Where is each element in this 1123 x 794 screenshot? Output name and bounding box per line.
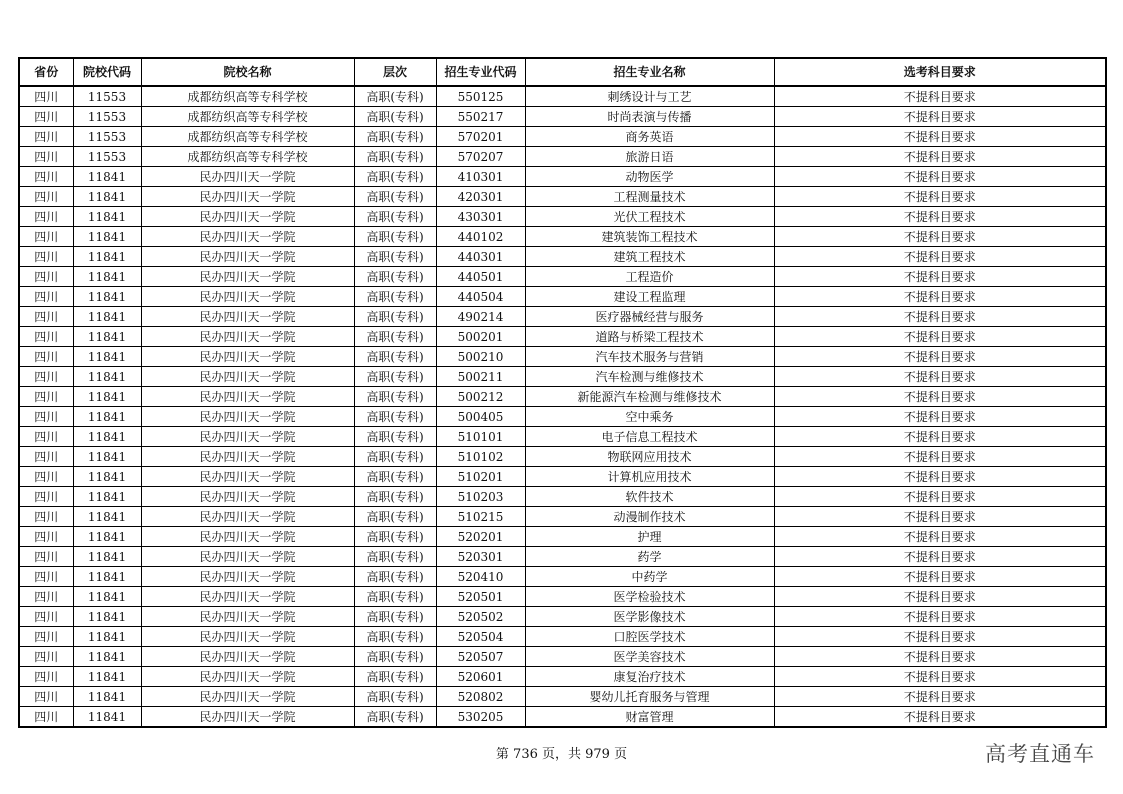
cell-major-code: 530205 (436, 707, 525, 728)
table-row (19, 467, 1106, 487)
cell-school-code: 11553 (73, 127, 141, 147)
cell-school-code: 11841 (73, 327, 141, 347)
cell-subject-requirement: 不提科目要求 (774, 707, 1106, 728)
cell-level: 高职(专科) (354, 347, 436, 367)
cell-major-name: 康复治疗技术 (525, 667, 774, 687)
cell-school-code: 11841 (73, 287, 141, 307)
cell-subject-requirement: 不提科目要求 (774, 567, 1106, 587)
cell-level: 高职(专科) (354, 627, 436, 647)
cell-subject-requirement: 不提科目要求 (774, 387, 1106, 407)
header-major-code: 招生专业代码 (436, 58, 525, 86)
table-row (19, 347, 1106, 367)
cell-province: 四川 (19, 647, 73, 667)
cell-major-name: 工程测量技术 (525, 187, 774, 207)
cell-school-name: 民办四川天一学院 (141, 247, 354, 267)
cell-school-code: 11841 (73, 267, 141, 287)
cell-school-name: 民办四川天一学院 (141, 587, 354, 607)
cell-major-name: 建筑工程技术 (525, 247, 774, 267)
admissions-table-container (18, 57, 1105, 728)
cell-school-name: 民办四川天一学院 (141, 547, 354, 567)
header-school-code: 院校代码 (73, 58, 141, 86)
cell-province: 四川 (19, 607, 73, 627)
header-major-name: 招生专业名称 (525, 58, 774, 86)
cell-level: 高职(专科) (354, 107, 436, 127)
cell-subject-requirement: 不提科目要求 (774, 267, 1106, 287)
cell-major-code: 440102 (436, 227, 525, 247)
admissions-table (18, 57, 1107, 728)
cell-major-name: 物联网应用技术 (525, 447, 774, 467)
cell-school-name: 成都纺织高等专科学校 (141, 147, 354, 167)
cell-subject-requirement: 不提科目要求 (774, 207, 1106, 227)
cell-major-code: 550217 (436, 107, 525, 127)
table-row (19, 427, 1106, 447)
cell-school-name: 民办四川天一学院 (141, 507, 354, 527)
cell-subject-requirement: 不提科目要求 (774, 487, 1106, 507)
cell-province: 四川 (19, 267, 73, 287)
cell-level: 高职(专科) (354, 247, 436, 267)
cell-province: 四川 (19, 667, 73, 687)
cell-school-code: 11841 (73, 667, 141, 687)
table-header (19, 58, 1106, 86)
cell-major-code: 570207 (436, 147, 525, 167)
cell-major-name: 商务英语 (525, 127, 774, 147)
cell-level: 高职(专科) (354, 467, 436, 487)
cell-subject-requirement: 不提科目要求 (774, 447, 1106, 467)
cell-level: 高职(专科) (354, 187, 436, 207)
cell-school-name: 民办四川天一学院 (141, 207, 354, 227)
cell-province: 四川 (19, 467, 73, 487)
table-row (19, 227, 1106, 247)
cell-subject-requirement: 不提科目要求 (774, 127, 1106, 147)
cell-school-name: 民办四川天一学院 (141, 287, 354, 307)
cell-major-name: 护理 (525, 527, 774, 547)
cell-subject-requirement: 不提科目要求 (774, 467, 1106, 487)
header-subject-requirement: 选考科目要求 (774, 58, 1106, 86)
cell-major-code: 510203 (436, 487, 525, 507)
cell-major-name: 口腔医学技术 (525, 627, 774, 647)
cell-major-code: 520601 (436, 667, 525, 687)
cell-school-name: 成都纺织高等专科学校 (141, 107, 354, 127)
cell-major-name: 道路与桥梁工程技术 (525, 327, 774, 347)
cell-province: 四川 (19, 487, 73, 507)
cell-school-name: 民办四川天一学院 (141, 227, 354, 247)
cell-level: 高职(专科) (354, 86, 436, 107)
cell-major-name: 空中乘务 (525, 407, 774, 427)
cell-major-code: 510215 (436, 507, 525, 527)
cell-school-name: 民办四川天一学院 (141, 347, 354, 367)
cell-subject-requirement: 不提科目要求 (774, 307, 1106, 327)
cell-level: 高职(专科) (354, 367, 436, 387)
cell-level: 高职(专科) (354, 587, 436, 607)
cell-province: 四川 (19, 307, 73, 327)
table-row (19, 207, 1106, 227)
cell-level: 高职(专科) (354, 387, 436, 407)
cell-province: 四川 (19, 427, 73, 447)
cell-subject-requirement: 不提科目要求 (774, 147, 1106, 167)
cell-subject-requirement: 不提科目要求 (774, 587, 1106, 607)
cell-province: 四川 (19, 547, 73, 567)
cell-school-code: 11841 (73, 307, 141, 327)
cell-major-name: 新能源汽车检测与维修技术 (525, 387, 774, 407)
cell-subject-requirement: 不提科目要求 (774, 647, 1106, 667)
cell-level: 高职(专科) (354, 127, 436, 147)
cell-school-name: 民办四川天一学院 (141, 627, 354, 647)
cell-school-code: 11841 (73, 547, 141, 567)
cell-school-code: 11841 (73, 407, 141, 427)
cell-subject-requirement: 不提科目要求 (774, 407, 1106, 427)
cell-subject-requirement: 不提科目要求 (774, 327, 1106, 347)
cell-major-code: 440501 (436, 267, 525, 287)
cell-level: 高职(专科) (354, 607, 436, 627)
cell-major-name: 旅游日语 (525, 147, 774, 167)
cell-level: 高职(专科) (354, 227, 436, 247)
cell-school-code: 11553 (73, 86, 141, 107)
cell-school-code: 11841 (73, 587, 141, 607)
table-row (19, 587, 1106, 607)
cell-school-name: 民办四川天一学院 (141, 647, 354, 667)
table-row (19, 667, 1106, 687)
cell-school-code: 11841 (73, 447, 141, 467)
cell-province: 四川 (19, 127, 73, 147)
cell-school-name: 成都纺织高等专科学校 (141, 127, 354, 147)
cell-level: 高职(专科) (354, 447, 436, 467)
cell-subject-requirement: 不提科目要求 (774, 247, 1106, 267)
cell-school-code: 11841 (73, 207, 141, 227)
cell-province: 四川 (19, 407, 73, 427)
cell-major-code: 510102 (436, 447, 525, 467)
cell-major-name: 时尚表演与传播 (525, 107, 774, 127)
watermark-logo: 高考直通车 (985, 742, 1095, 766)
cell-school-code: 11841 (73, 427, 141, 447)
cell-level: 高职(专科) (354, 167, 436, 187)
cell-province: 四川 (19, 387, 73, 407)
header-school-name: 院校名称 (141, 58, 354, 86)
cell-major-name: 光伏工程技术 (525, 207, 774, 227)
cell-province: 四川 (19, 527, 73, 547)
cell-province: 四川 (19, 587, 73, 607)
table-row (19, 287, 1106, 307)
cell-subject-requirement: 不提科目要求 (774, 187, 1106, 207)
cell-major-name: 医学检验技术 (525, 587, 774, 607)
cell-major-code: 500201 (436, 327, 525, 347)
cell-subject-requirement: 不提科目要求 (774, 687, 1106, 707)
header-row (19, 58, 1106, 86)
cell-level: 高职(专科) (354, 407, 436, 427)
header-level: 层次 (354, 58, 436, 86)
cell-subject-requirement: 不提科目要求 (774, 527, 1106, 547)
cell-province: 四川 (19, 86, 73, 107)
cell-level: 高职(专科) (354, 687, 436, 707)
table-row (19, 447, 1106, 467)
table-row (19, 187, 1106, 207)
cell-school-name: 民办四川天一学院 (141, 427, 354, 447)
cell-school-code: 11841 (73, 507, 141, 527)
cell-school-name: 民办四川天一学院 (141, 687, 354, 707)
cell-major-code: 520501 (436, 587, 525, 607)
table-row (19, 527, 1106, 547)
cell-province: 四川 (19, 227, 73, 247)
cell-level: 高职(专科) (354, 547, 436, 567)
table-row (19, 167, 1106, 187)
cell-school-name: 民办四川天一学院 (141, 527, 354, 547)
cell-school-code: 11841 (73, 567, 141, 587)
table-row (19, 407, 1106, 427)
cell-major-name: 婴幼儿托育服务与管理 (525, 687, 774, 707)
cell-major-name: 医学美容技术 (525, 647, 774, 667)
page-number: 第 736 页，共 979 页 (495, 747, 628, 762)
cell-level: 高职(专科) (354, 267, 436, 287)
cell-level: 高职(专科) (354, 287, 436, 307)
table-row (19, 507, 1106, 527)
table-row (19, 267, 1106, 287)
cell-level: 高职(专科) (354, 307, 436, 327)
cell-major-code: 520301 (436, 547, 525, 567)
cell-subject-requirement: 不提科目要求 (774, 547, 1106, 567)
cell-province: 四川 (19, 687, 73, 707)
cell-school-name: 民办四川天一学院 (141, 667, 354, 687)
table-row (19, 147, 1106, 167)
cell-school-code: 11841 (73, 367, 141, 387)
cell-level: 高职(专科) (354, 327, 436, 347)
cell-school-name: 民办四川天一学院 (141, 567, 354, 587)
cell-subject-requirement: 不提科目要求 (774, 107, 1106, 127)
cell-major-code: 550125 (436, 86, 525, 107)
cell-school-name: 民办四川天一学院 (141, 407, 354, 427)
cell-school-code: 11841 (73, 687, 141, 707)
cell-major-name: 工程造价 (525, 267, 774, 287)
cell-subject-requirement: 不提科目要求 (774, 86, 1106, 107)
table-row (19, 107, 1106, 127)
table-row (19, 547, 1106, 567)
cell-province: 四川 (19, 107, 73, 127)
cell-subject-requirement: 不提科目要求 (774, 627, 1106, 647)
cell-subject-requirement: 不提科目要求 (774, 167, 1106, 187)
cell-level: 高职(专科) (354, 567, 436, 587)
cell-province: 四川 (19, 207, 73, 227)
cell-major-name: 财富管理 (525, 707, 774, 728)
cell-major-name: 医学影像技术 (525, 607, 774, 627)
cell-province: 四川 (19, 707, 73, 728)
cell-province: 四川 (19, 447, 73, 467)
cell-school-name: 民办四川天一学院 (141, 607, 354, 627)
cell-subject-requirement: 不提科目要求 (774, 507, 1106, 527)
cell-level: 高职(专科) (354, 487, 436, 507)
table-row (19, 567, 1106, 587)
cell-major-code: 520504 (436, 627, 525, 647)
cell-major-code: 520802 (436, 687, 525, 707)
cell-major-code: 410301 (436, 167, 525, 187)
cell-major-code: 440301 (436, 247, 525, 267)
cell-major-name: 汽车技术服务与营销 (525, 347, 774, 367)
cell-major-code: 500212 (436, 387, 525, 407)
cell-major-code: 520502 (436, 607, 525, 627)
cell-subject-requirement: 不提科目要求 (774, 607, 1106, 627)
table-row (19, 487, 1106, 507)
cell-major-code: 500211 (436, 367, 525, 387)
table-row (19, 247, 1106, 267)
table-row (19, 707, 1106, 728)
table-body (19, 86, 1106, 727)
cell-major-name: 建设工程监理 (525, 287, 774, 307)
cell-school-code: 11841 (73, 187, 141, 207)
cell-school-code: 11841 (73, 527, 141, 547)
cell-major-code: 500405 (436, 407, 525, 427)
cell-province: 四川 (19, 187, 73, 207)
cell-school-code: 11841 (73, 707, 141, 728)
cell-school-code: 11553 (73, 107, 141, 127)
cell-school-code: 11841 (73, 467, 141, 487)
cell-major-name: 药学 (525, 547, 774, 567)
cell-province: 四川 (19, 507, 73, 527)
table-row (19, 307, 1106, 327)
cell-province: 四川 (19, 327, 73, 347)
cell-major-code: 510201 (436, 467, 525, 487)
cell-level: 高职(专科) (354, 667, 436, 687)
cell-school-code: 11841 (73, 607, 141, 627)
cell-province: 四川 (19, 167, 73, 187)
cell-school-code: 11553 (73, 147, 141, 167)
cell-province: 四川 (19, 287, 73, 307)
cell-level: 高职(专科) (354, 527, 436, 547)
cell-subject-requirement: 不提科目要求 (774, 227, 1106, 247)
cell-subject-requirement: 不提科目要求 (774, 667, 1106, 687)
table-row (19, 607, 1106, 627)
table-row (19, 327, 1106, 347)
cell-major-code: 510101 (436, 427, 525, 447)
cell-major-code: 520201 (436, 527, 525, 547)
cell-school-code: 11841 (73, 347, 141, 367)
cell-level: 高职(专科) (354, 647, 436, 667)
cell-major-name: 动漫制作技术 (525, 507, 774, 527)
cell-school-name: 民办四川天一学院 (141, 367, 354, 387)
cell-school-code: 11841 (73, 387, 141, 407)
cell-subject-requirement: 不提科目要求 (774, 427, 1106, 447)
table-row (19, 627, 1106, 647)
cell-major-name: 电子信息工程技术 (525, 427, 774, 447)
cell-school-name: 成都纺织高等专科学校 (141, 86, 354, 107)
cell-school-code: 11841 (73, 227, 141, 247)
header-province: 省份 (19, 58, 73, 86)
cell-major-name: 医疗器械经营与服务 (525, 307, 774, 327)
cell-school-code: 11841 (73, 247, 141, 267)
table-row (19, 86, 1106, 107)
cell-level: 高职(专科) (354, 147, 436, 167)
cell-major-code: 520410 (436, 567, 525, 587)
cell-province: 四川 (19, 627, 73, 647)
cell-province: 四川 (19, 347, 73, 367)
cell-major-name: 动物医学 (525, 167, 774, 187)
table-row (19, 647, 1106, 667)
cell-school-name: 民办四川天一学院 (141, 447, 354, 467)
cell-level: 高职(专科) (354, 207, 436, 227)
cell-major-name: 汽车检测与维修技术 (525, 367, 774, 387)
cell-subject-requirement: 不提科目要求 (774, 287, 1106, 307)
cell-school-name: 民办四川天一学院 (141, 707, 354, 728)
cell-major-name: 刺绣设计与工艺 (525, 86, 774, 107)
cell-level: 高职(专科) (354, 507, 436, 527)
cell-major-name: 计算机应用技术 (525, 467, 774, 487)
cell-major-code: 570201 (436, 127, 525, 147)
cell-school-code: 11841 (73, 167, 141, 187)
cell-major-name: 软件技术 (525, 487, 774, 507)
cell-major-code: 430301 (436, 207, 525, 227)
cell-major-code: 490214 (436, 307, 525, 327)
cell-major-code: 500210 (436, 347, 525, 367)
cell-school-code: 11841 (73, 627, 141, 647)
table-row (19, 687, 1106, 707)
cell-school-name: 民办四川天一学院 (141, 187, 354, 207)
cell-major-name: 建筑装饰工程技术 (525, 227, 774, 247)
cell-province: 四川 (19, 247, 73, 267)
cell-level: 高职(专科) (354, 427, 436, 447)
table-row (19, 387, 1106, 407)
cell-school-name: 民办四川天一学院 (141, 307, 354, 327)
cell-major-code: 520507 (436, 647, 525, 667)
cell-level: 高职(专科) (354, 707, 436, 728)
cell-school-name: 民办四川天一学院 (141, 387, 354, 407)
cell-province: 四川 (19, 367, 73, 387)
cell-school-name: 民办四川天一学院 (141, 467, 354, 487)
cell-school-name: 民办四川天一学院 (141, 327, 354, 347)
cell-subject-requirement: 不提科目要求 (774, 347, 1106, 367)
table-row (19, 367, 1106, 387)
cell-major-name: 中药学 (525, 567, 774, 587)
cell-province: 四川 (19, 567, 73, 587)
cell-school-name: 民办四川天一学院 (141, 267, 354, 287)
cell-subject-requirement: 不提科目要求 (774, 367, 1106, 387)
cell-school-code: 11841 (73, 647, 141, 667)
cell-province: 四川 (19, 147, 73, 167)
cell-major-code: 440504 (436, 287, 525, 307)
cell-school-name: 民办四川天一学院 (141, 487, 354, 507)
cell-school-code: 11841 (73, 487, 141, 507)
cell-major-code: 420301 (436, 187, 525, 207)
table-row (19, 127, 1106, 147)
cell-school-name: 民办四川天一学院 (141, 167, 354, 187)
